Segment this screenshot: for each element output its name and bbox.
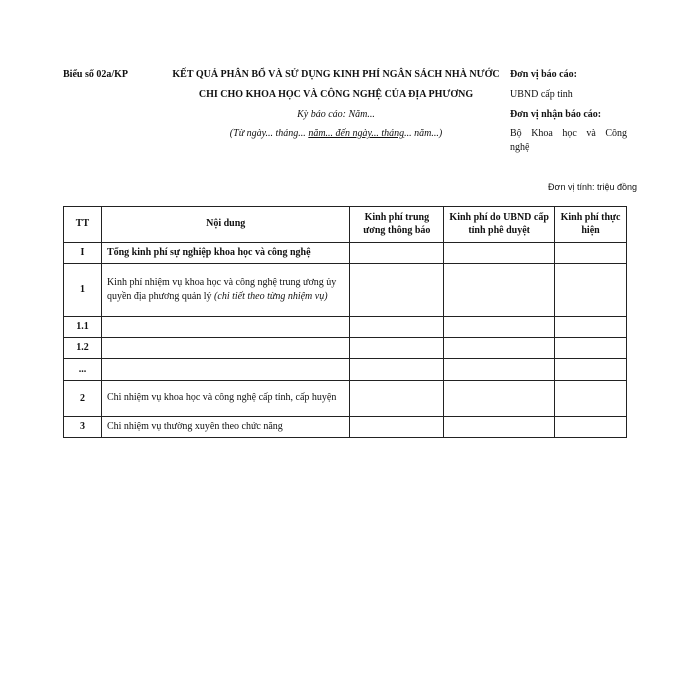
cell-actual <box>555 380 627 416</box>
cell-approved <box>444 380 555 416</box>
cell-approved <box>444 416 555 437</box>
table-row <box>64 380 627 416</box>
row-tt: 1 <box>64 263 102 316</box>
date-range-prefix: (Từ ngày... tháng... <box>229 128 309 139</box>
cell-central <box>350 380 444 416</box>
report-title-line1: KẾT QUẢ PHÂN BỔ VÀ SỬ DỤNG KINH PHÍ NGÂN SÁCH NHÀ NƯỚC <box>172 69 500 80</box>
cell-approved <box>444 337 555 358</box>
cell-central <box>350 416 444 437</box>
budget-table <box>63 206 627 438</box>
row-content-note: (chi tiết theo từng nhiệm vụ) <box>214 290 328 302</box>
currency-unit: Đơn vị tính: triệu đồng <box>548 182 637 192</box>
cell-approved <box>444 316 555 337</box>
cell-actual <box>555 337 627 358</box>
date-range-suffix: ... năm...) <box>404 128 443 139</box>
cell-central <box>350 316 444 337</box>
cell-actual <box>555 316 627 337</box>
table-row <box>64 416 627 437</box>
row-content: Tổng kinh phí sự nghiệp khoa học và công nghệ <box>101 243 349 264</box>
date-range-underlined: năm... đến ngày... tháng <box>308 128 405 139</box>
table-row <box>64 358 627 380</box>
header-approved-funding: Kinh phí do UBND cấp tỉnh phê duyệt <box>444 207 555 243</box>
header-actual-funding: Kinh phí thực hiện <box>555 207 627 243</box>
cell-approved <box>444 358 555 380</box>
cell-central <box>350 243 444 264</box>
row-content <box>101 358 349 380</box>
row-content <box>101 337 349 358</box>
receiving-unit-value-line2: nghệ <box>510 142 530 153</box>
cell-actual <box>555 243 627 264</box>
table-row <box>64 337 627 358</box>
cell-central <box>350 263 444 316</box>
report-period: Kỳ báo cáo: Năm... <box>297 109 375 120</box>
row-tt: 1.1 <box>64 316 102 337</box>
receiving-unit-label: Đơn vị nhận báo cáo: <box>510 109 602 120</box>
row-tt: 2 <box>64 380 102 416</box>
form-code: Biểu số 02a/KP <box>63 69 129 80</box>
table-row <box>64 316 627 337</box>
header-tt: TT <box>64 207 102 243</box>
row-content-text: Kinh phí nhiệm vụ khoa học và công nghệ trung ương ủy quyền địa phương quản lý <box>106 277 337 302</box>
row-tt: 1.2 <box>64 337 102 358</box>
table-header-row <box>64 207 627 243</box>
header-central-funding: Kinh phí trung ương thông báo <box>350 207 444 243</box>
table-row <box>64 263 627 316</box>
cell-actual <box>555 416 627 437</box>
cell-central <box>350 358 444 380</box>
header-content: Nội dung <box>101 207 349 243</box>
row-content: Chi nhiệm vụ thường xuyên theo chức năng <box>101 416 349 437</box>
cell-approved <box>444 243 555 264</box>
row-content <box>101 263 349 316</box>
receiving-unit-value-line1: Bộ Khoa học và Công <box>510 128 627 139</box>
cell-actual <box>555 263 627 316</box>
row-tt: I <box>64 243 102 264</box>
cell-approved <box>444 263 555 316</box>
cell-central <box>350 337 444 358</box>
reporting-unit-label: Đơn vị báo cáo: <box>510 69 577 80</box>
table-row <box>64 243 627 264</box>
cell-actual <box>555 358 627 380</box>
row-tt: 3 <box>64 416 102 437</box>
reporting-unit-value: UBND cấp tỉnh <box>510 89 573 100</box>
report-date-range <box>160 128 512 139</box>
row-content <box>101 316 349 337</box>
report-title-line2: CHI CHO KHOA HỌC VÀ CÔNG NGHỆ CỦA ĐỊA PHƯƠNG <box>198 89 474 100</box>
row-tt: ... <box>64 358 102 380</box>
row-content: Chi nhiệm vụ khoa học và công nghệ cấp tỉnh, cấp huyện <box>101 380 349 416</box>
